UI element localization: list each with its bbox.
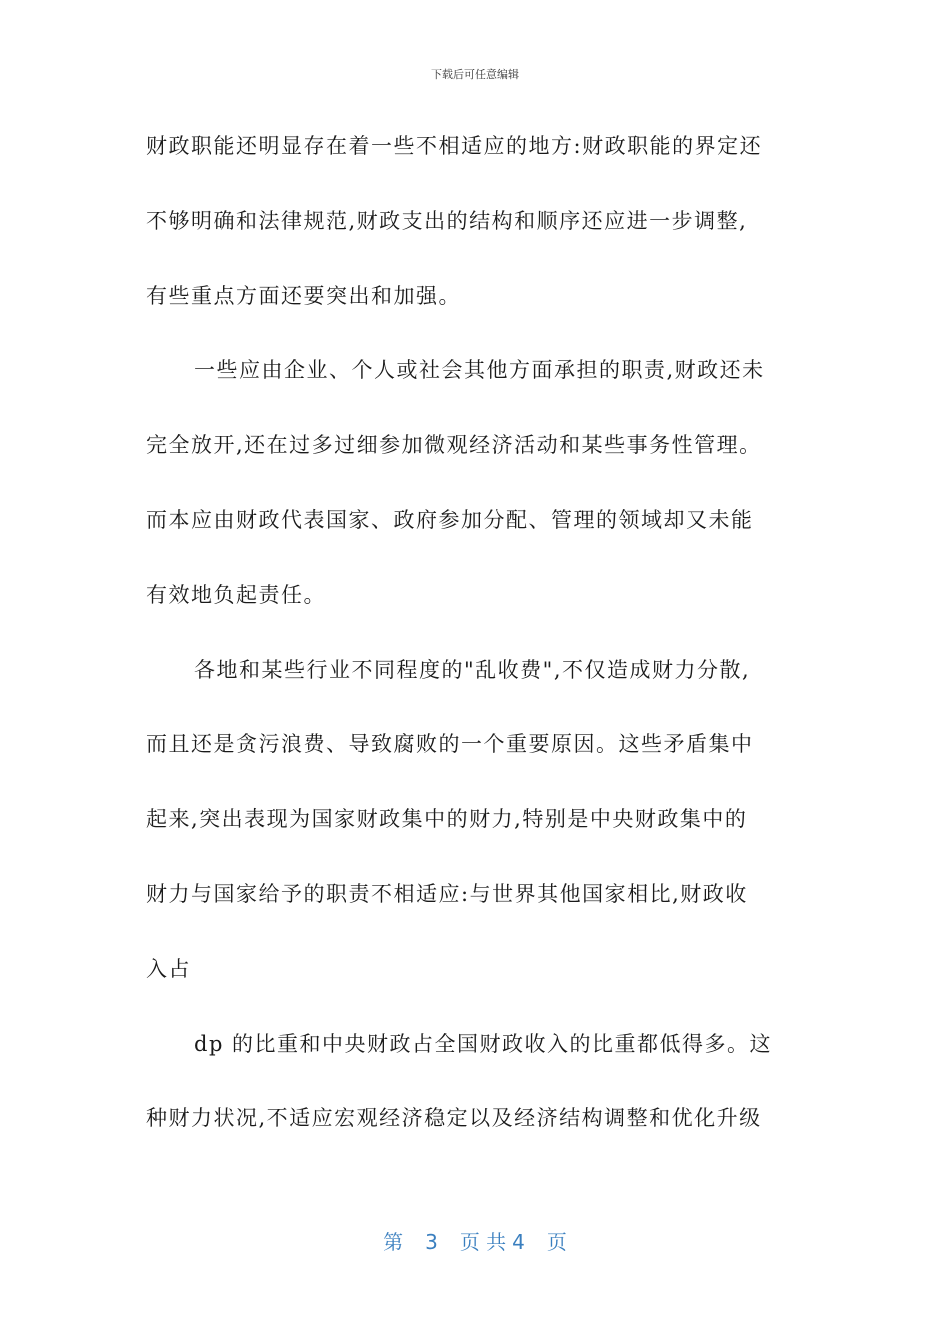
body-line: 而且还是贪污浪费、导致腐败的一个重要原因。这些矛盾集中 — [146, 732, 754, 756]
body-line: 各地和某些行业不同程度的"乱收费",不仅造成财力分散, — [194, 658, 751, 682]
body-line: dp 的比重和中央财政占全国财政收入的比重都低得多。这 — [194, 1032, 773, 1056]
page-mid: 页 共 — [459, 1230, 507, 1254]
current-page-number: 3 — [425, 1230, 438, 1254]
body-line: 有效地负起责任。 — [146, 583, 326, 607]
body-line: 完全放开,还在过多过细参加微观经济活动和某些事务性管理。 — [146, 433, 762, 457]
body-line: 一些应由企业、个人或社会其他方面承担的职责,财政还未 — [194, 358, 765, 382]
page-prefix: 第 — [383, 1230, 404, 1254]
body-line: 财政职能还明显存在着一些不相适应的地方:财政职能的界定还 — [146, 134, 763, 158]
page-footer — [0, 1226, 950, 1255]
body-line: 种财力状况,不适应宏观经济稳定以及经济结构调整和优化升级 — [146, 1106, 762, 1130]
body-line: 有些重点方面还要突出和加强。 — [146, 284, 461, 308]
total-pages-number: 4 — [512, 1230, 525, 1254]
body-line: 入占 — [146, 957, 191, 981]
body-line: 起来,突出表现为国家财政集中的财力,特别是中央财政集中的 — [146, 807, 748, 831]
page-suffix: 页 — [546, 1230, 567, 1254]
body-line: 而本应由财政代表国家、政府参加分配、管理的领域却又未能 — [146, 508, 754, 532]
page-header-note: 下载后可任意编辑 — [431, 68, 519, 81]
body-line: 不够明确和法律规范,财政支出的结构和顺序还应进一步调整, — [146, 209, 748, 233]
body-line: 财力与国家给予的职责不相适应:与世界其他国家相比,财政收 — [146, 882, 748, 906]
